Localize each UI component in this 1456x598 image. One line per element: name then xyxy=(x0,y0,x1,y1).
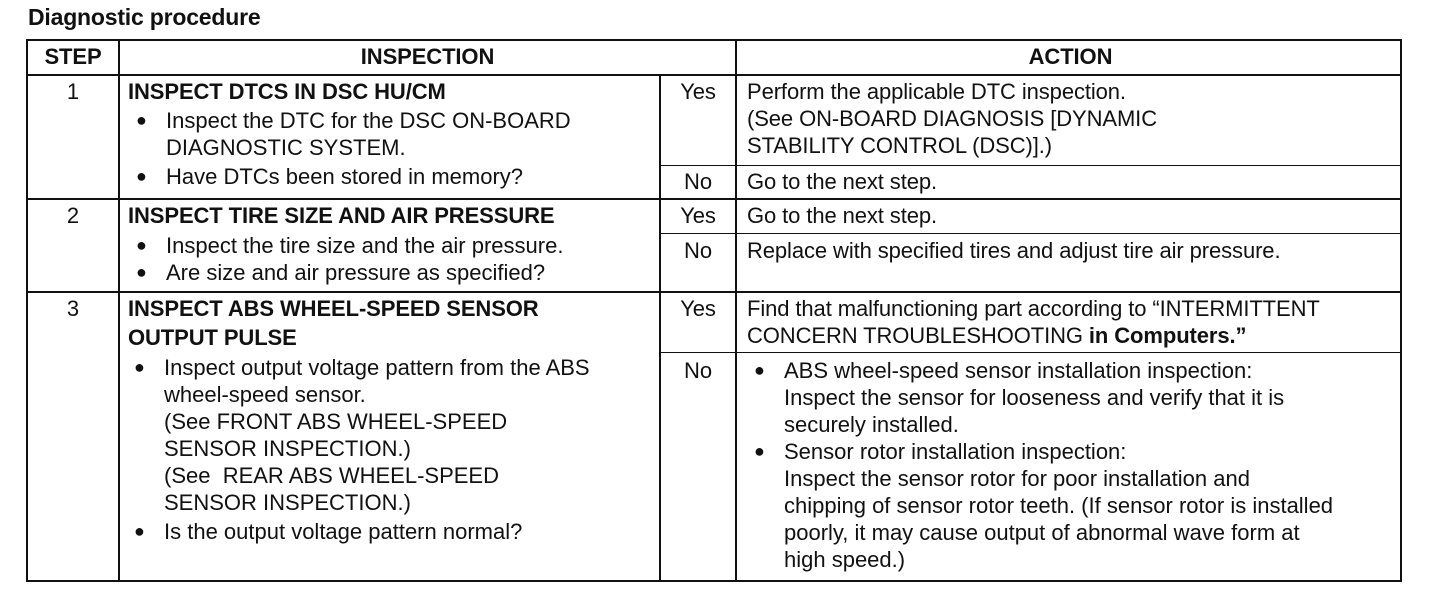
row3-yes-no-rule xyxy=(661,352,1400,353)
row3-inspection-bullets xyxy=(126,354,590,545)
row2-no-label: No xyxy=(684,238,712,263)
row1-inspection-title: INSPECT DTCS IN DSC HU/CM xyxy=(128,79,446,104)
row3-yes-action-line1: Find that malfunctioning part according to “INTERMITTENT xyxy=(747,296,1320,321)
row1-bottom-rule xyxy=(28,198,1400,200)
row2-no-action: Replace with specified tires and adjust tire air pressure. xyxy=(747,238,1281,263)
list-item: ● Is the output voltage pattern normal? xyxy=(134,519,523,544)
bullet-icon: ● xyxy=(134,357,145,377)
row2-step-number: 2 xyxy=(66,203,80,228)
header-inspection: INSPECTION xyxy=(360,44,495,69)
row1-step-number: 1 xyxy=(66,79,80,104)
row2-bottom-rule xyxy=(28,291,1400,293)
row3-yes-action-reference: CONCERN TROUBLESHOOTING xyxy=(747,323,1083,348)
row2-yes-action: Go to the next step. xyxy=(747,203,938,228)
list-item: ● Are size and air pressure as specified? xyxy=(136,260,546,285)
row1-yes-action-line2: (See ON-BOARD DIAGNOSIS [DYNAMIC xyxy=(747,106,1157,131)
bullet-icon: ● xyxy=(136,235,147,255)
column-divider-step xyxy=(118,41,120,580)
row3-yes-action-emphasis: in Computers.” xyxy=(1082,323,1247,348)
row1-yes-action-line1: Perform the applicable DTC inspection. xyxy=(747,79,1126,104)
bullet-icon: ● xyxy=(136,262,147,282)
bullet-icon: ● xyxy=(136,166,147,186)
row3-no-label: No xyxy=(684,358,712,383)
page-title: Diagnostic procedure xyxy=(28,4,261,30)
row3-yes-action-line2 xyxy=(747,322,1246,349)
header-step: STEP xyxy=(44,44,102,69)
list-item: ● Inspect the tire size and the air pressure. xyxy=(136,233,564,258)
row3-inspection-title-line1: INSPECT ABS WHEEL-SPEED SENSOR xyxy=(128,296,539,321)
row2-yes-label: Yes xyxy=(680,203,716,228)
row1-inspection-bullets xyxy=(128,107,571,190)
bullet-icon: ● xyxy=(134,521,145,541)
column-divider-yesno xyxy=(659,76,661,580)
bullet-icon: ● xyxy=(754,360,765,380)
row2-inspection-bullets xyxy=(128,232,563,286)
row1-yes-label: Yes xyxy=(680,79,716,104)
header-rule xyxy=(28,74,1400,76)
list-item: ● Sensor rotor installation inspection: Inspect the sensor rotor for poor installation and chipping of sensor rotor teeth. (If sensor rotor is installed poorly, it may cause output of abnormal wave form at high speed.) xyxy=(754,439,1334,572)
column-divider-action xyxy=(735,41,737,580)
list-item: ● Inspect the DTC for the DSC ON-BOARD DIAGNOSTIC SYSTEM. xyxy=(136,108,571,160)
row1-no-action: Go to the next step. xyxy=(747,169,938,194)
row3-inspection-title-line2: OUTPUT PULSE xyxy=(128,325,297,350)
row2-yes-no-rule xyxy=(661,233,1400,234)
row3-yes-label: Yes xyxy=(680,296,716,321)
row1-no-label: No xyxy=(684,169,712,194)
row1-yes-no-rule xyxy=(661,165,1400,166)
header-action: ACTION xyxy=(1028,44,1113,69)
bullet-icon: ● xyxy=(754,441,765,461)
bullet-icon: ● xyxy=(136,110,147,130)
row3-no-action-bullets xyxy=(746,357,1333,573)
list-item: ● ABS wheel-speed sensor installation inspection: Inspect the sensor for looseness and verify that it is securely installed. xyxy=(754,358,1285,437)
diagnostic-table xyxy=(26,39,1402,582)
row1-yes-action-line3: STABILITY CONTROL (DSC)].) xyxy=(747,133,1053,158)
list-item: ● Inspect output voltage pattern from the ABS wheel-speed sensor. (See FRONT ABS WHEEL-SPEED SENSOR INSPECTION.) (See REAR ABS WHEEL-SPEED SENSOR INSPECTION.) xyxy=(134,355,590,515)
row3-step-number: 3 xyxy=(66,296,80,321)
row2-inspection-title: INSPECT TIRE SIZE AND AIR PRESSURE xyxy=(128,203,555,228)
list-item: ● Have DTCs been stored in memory? xyxy=(136,164,524,189)
